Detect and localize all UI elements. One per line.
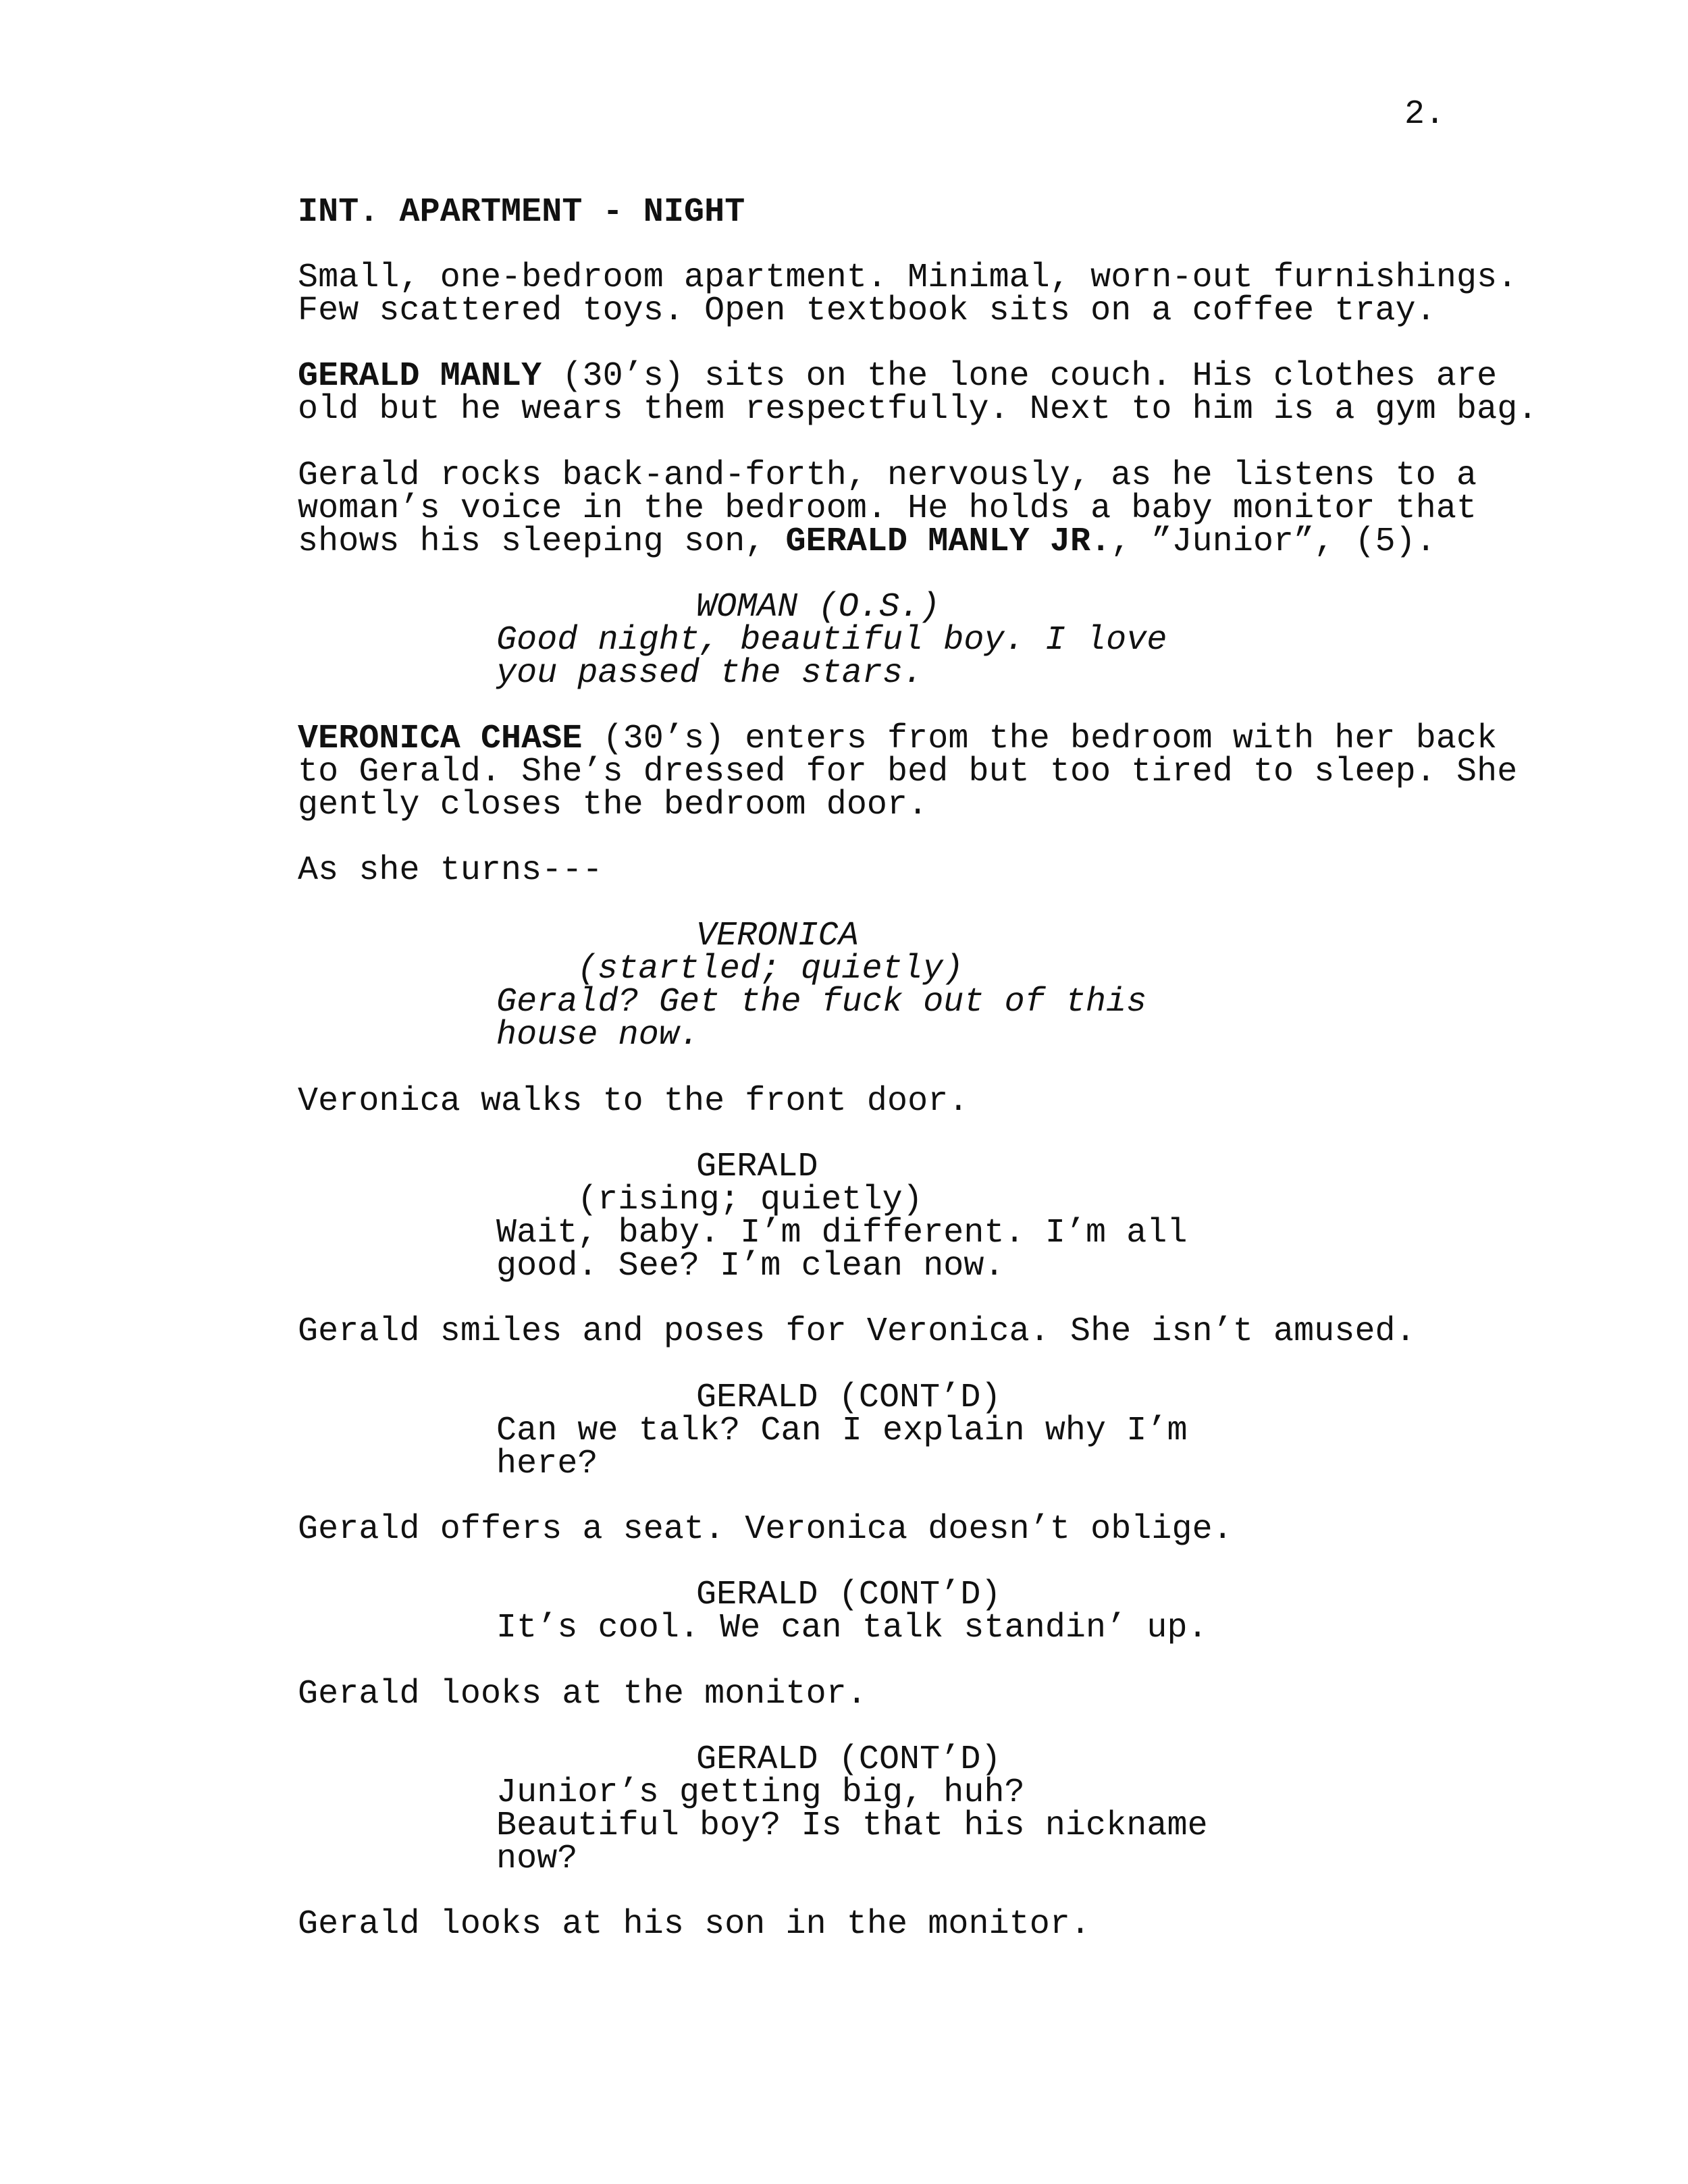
action-line: Small, one-bedroom apartment. Minimal, worn-out furnishings. <box>298 259 1518 297</box>
character-intro-name: GERALD MANLY JR. <box>785 523 1111 561</box>
action-line: Few scattered toys. Open textbook sits on a coffee tray. <box>298 292 1436 330</box>
action-line: Gerald looks at the monitor. <box>298 1675 867 1713</box>
dialogue-line: Can we talk? Can I explain why I’m <box>496 1412 1188 1450</box>
dialogue-line: Gerald? Get the fuck out of this <box>496 983 1147 1021</box>
dialogue-line: Junior’s getting big, huh? <box>496 1774 1025 1812</box>
character-cue: WOMAN (O.S.) <box>696 588 941 627</box>
character-cue: GERALD (CONT’D) <box>696 1740 1001 1779</box>
action-line: Gerald offers a seat. Veronica doesn’t oblige. <box>298 1510 1233 1549</box>
action-line: Gerald looks at his son in the monitor. <box>298 1905 1091 1944</box>
dialogue-line: Wait, baby. I’m different. I’m all <box>496 1214 1188 1252</box>
parenthetical: (startled; quietly) <box>577 950 964 988</box>
scene-heading: INT. APARTMENT - NIGHT <box>298 193 745 232</box>
action-text: , ”Junior”, (5). <box>1111 523 1436 561</box>
character-intro-name: VERONICA CHASE <box>298 720 583 758</box>
action-line <box>298 720 1498 758</box>
action-line: Veronica walks to the front door. <box>298 1082 969 1121</box>
page-number: 2. <box>1404 95 1446 134</box>
character-cue: GERALD (CONT’D) <box>696 1379 1001 1417</box>
dialogue-line: Beautiful boy? Is that his nickname <box>496 1807 1208 1845</box>
action-line <box>298 357 1498 396</box>
action-line: Gerald rocks back-and-forth, nervously, as he listens to a <box>298 456 1477 495</box>
action-line: to Gerald. She’s dressed for bed but too tired to sleep. She <box>298 753 1518 791</box>
dialogue-line: here? <box>496 1445 598 1483</box>
character-cue: VERONICA <box>696 917 859 955</box>
dialogue-line: good. See? I’m clean now. <box>496 1247 1005 1285</box>
dialogue-line: house now. <box>496 1016 700 1055</box>
dialogue-line: you passed the stars. <box>496 654 924 693</box>
character-cue: GERALD <box>696 1148 818 1186</box>
action-text: (30’s) enters from the bedroom with her back <box>582 720 1498 758</box>
character-cue: GERALD (CONT’D) <box>696 1576 1001 1614</box>
dialogue-line: now? <box>496 1840 578 1878</box>
dialogue-line: Good night, beautiful boy. I love <box>496 621 1167 660</box>
action-text: (30’s) sits on the lone couch. His clothes are <box>542 357 1498 396</box>
character-intro-name: GERALD MANLY <box>298 357 542 396</box>
dialogue-line: It’s cool. We can talk standin’ up. <box>496 1609 1208 1647</box>
action-line: As she turns--- <box>298 851 603 890</box>
action-text: shows his sleeping son, <box>298 523 786 561</box>
action-line <box>298 523 1436 561</box>
action-line: woman’s voice in the bedroom. He holds a baby monitor that <box>298 489 1477 528</box>
action-line: old but he wears them respectfully. Next to him is a gym bag. <box>298 390 1538 429</box>
action-line: gently closes the bedroom door. <box>298 786 928 824</box>
action-line: Gerald smiles and poses for Veronica. She isn’t amused. <box>298 1312 1416 1351</box>
parenthetical: (rising; quietly) <box>577 1181 923 1219</box>
